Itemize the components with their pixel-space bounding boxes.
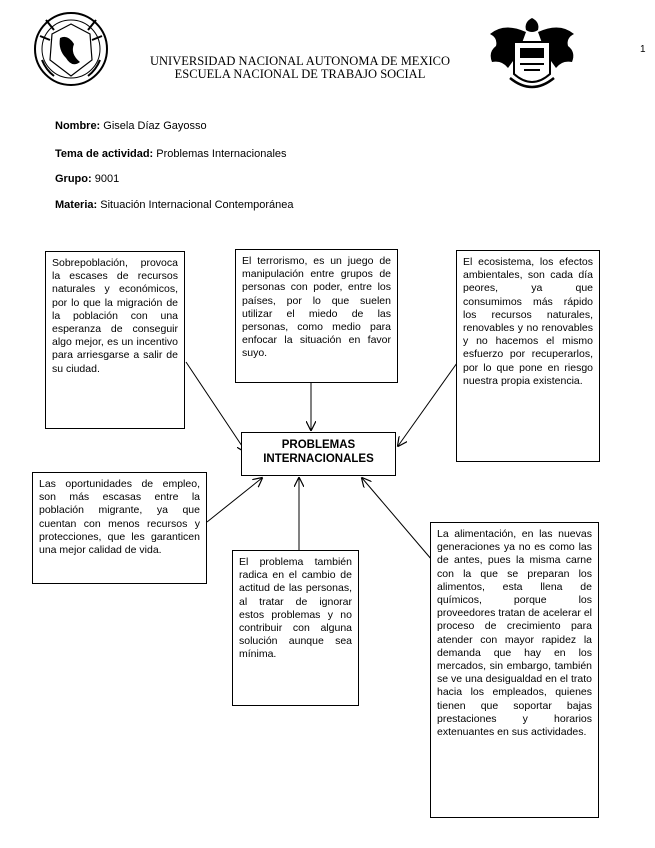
central-topic	[241, 432, 396, 476]
field-value: 9001	[94, 173, 120, 185]
box-terrorismo: El terrorismo, es un juego de manipulación entre grupos de personas con poder, entre los países, por lo que suelen utilizar el miedo de las personas, como medio para enfocar la situación en favor suyo.	[235, 249, 398, 383]
field-label: Grupo:	[55, 173, 92, 185]
field-value: Gisela Díaz Gayosso	[103, 120, 207, 132]
field-label: Materia:	[55, 199, 98, 211]
box-actitud: El problema también radica en el cambio de actitud de las personas, al tratar de ignorar estos problemas y no contribuir con alguna solución aunque sea mínima.	[232, 550, 359, 706]
arrow-ecosistema	[398, 356, 462, 446]
box-oportunidades: Las oportunidades de empleo, son más escasas entre la población migrante, ya que cuentan con menos recursos y protecciones, que les garanticen una mejor calidad de vida.	[32, 472, 207, 584]
field-label: Tema de actividad:	[55, 148, 154, 160]
field-value: Situación Internacional Contemporánea	[100, 199, 294, 211]
page-number: 1	[640, 44, 646, 55]
arrow-alimentacion	[362, 478, 432, 560]
box-ecosistema: El ecosistema, los efectos ambientales, son cada día peores, ya que consumimos más rápido los recursos naturales, renovables y no renovables y no hacemos el mismo esfuerzo por recuperarlos, por lo que pone en riesgo nuestra propia existencia.	[456, 250, 600, 462]
central-topic-line1: PROBLEMAS	[281, 439, 356, 451]
box-sobrepoblacion: Sobrepoblación, provoca la escases de recursos naturales y económicos, por lo que la migración de la población con una esperanza de conseguir algo mejor, es un incentivo para arriesgarse a salir de su ciudad.	[45, 251, 185, 429]
arrow-oportunidades	[207, 478, 262, 522]
box-alimentacion: La alimentación, en las nuevas generaciones ya no es como las de antes, pues la misma carne con la que se preparan los alimentos, esta llena de químicos, porque los proveedores tratan de acelerar el proceso de crecimiento para atender con mayor rapidez la demanda que hay en los mercados, sin embargo, también se ve una desigualdad en el trato hacia los empleados, quienes tienen que soportar bajas prestaciones y horarios extenuantes en sus actividades.	[430, 522, 599, 818]
field-value: Problemas Internacionales	[156, 148, 287, 160]
university-name: UNIVERSIDAD NACIONAL AUTONOMA DE MEXICO	[150, 54, 450, 68]
school-name: ESCUELA NACIONAL DE TRABAJO SOCIAL	[174, 67, 426, 81]
central-topic-line2: INTERNACIONALES	[263, 453, 374, 465]
field-label: Nombre:	[55, 120, 101, 132]
